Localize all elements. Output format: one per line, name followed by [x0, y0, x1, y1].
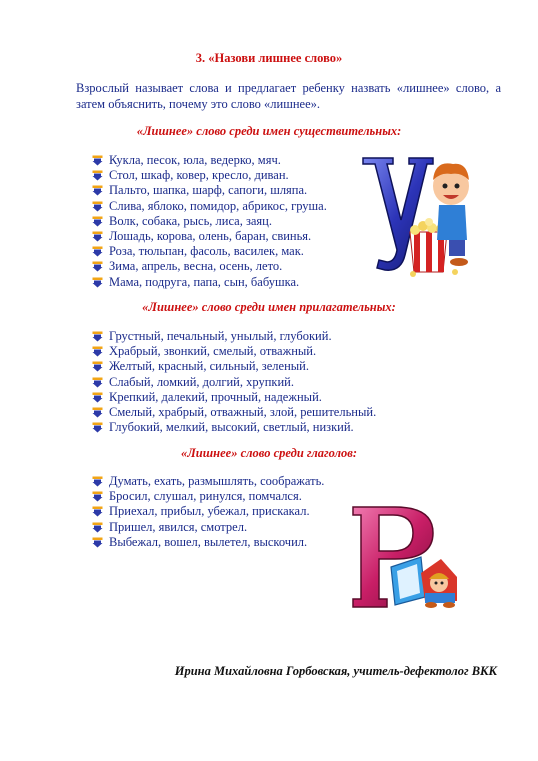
bullet-arrow-icon — [92, 170, 103, 181]
list-item-text: Крепкий, далекий, прочный, надежный. — [109, 389, 322, 404]
author-signature: Ирина Михайловна Горбовская, учитель-дефектолог ВКК — [174, 664, 497, 678]
list-item-text: Слабый, ломкий, долгий, хрупкий. — [109, 374, 294, 389]
bullet-arrow-icon — [92, 392, 103, 403]
list-item — [92, 359, 376, 374]
list-item-text: Грустный, печальный, унылый, глубокий. — [109, 329, 332, 343]
list-item-text: Бросил, слушал, ринулся, помчался. — [109, 489, 302, 504]
list-item-text: Думать, ехать, размышлять, соображать. — [109, 474, 325, 488]
bullet-arrow-icon — [92, 491, 103, 502]
svg-text:Р: Р — [345, 497, 346, 498]
list-nouns — [92, 153, 327, 290]
book-icon — [391, 557, 425, 605]
letter-r-illustration — [345, 497, 465, 615]
bullet-arrow-icon — [92, 537, 103, 548]
list-item — [92, 214, 327, 229]
bullet-arrow-icon — [92, 407, 103, 418]
list-item — [92, 375, 376, 390]
list-item — [92, 329, 376, 344]
list-item — [92, 405, 376, 420]
bullet-arrow-icon — [92, 277, 103, 288]
bullet-arrow-icon — [92, 246, 103, 257]
boy-icon — [421, 559, 457, 608]
list-item-text: Выбежал, вошел, вылетел, выскочил. — [109, 534, 308, 549]
section-heading-nouns: «Лишнее» слово среди имен существительных: — [136, 124, 402, 138]
bullet-arrow-icon — [92, 155, 103, 166]
list-item — [92, 183, 327, 198]
bullet-arrow-icon — [92, 361, 103, 372]
list-item-text: Приехал, прибыл, убежал, прискакал. — [109, 504, 310, 519]
bullet-arrow-icon — [92, 216, 103, 227]
bullet-arrow-icon — [92, 476, 103, 487]
list-item — [92, 229, 327, 244]
list-item-text: Мама, подруга, папа, сын, бабушка. — [109, 274, 300, 289]
list-item — [92, 504, 324, 519]
list-item-text: Лошадь, корова, олень, баран, свинья. — [109, 228, 312, 243]
svg-text:У: У — [355, 150, 356, 151]
list-item — [92, 259, 327, 274]
list-item — [92, 520, 324, 535]
list-item — [92, 153, 327, 168]
list-item-text: Храбрый, звонкий, смелый, отважный. — [109, 344, 317, 359]
list-item — [92, 420, 376, 435]
bullet-arrow-icon — [92, 231, 103, 242]
letter-u-illustration — [355, 150, 475, 280]
list-item-text: Пальто, шапка, шарф, сапоги, шляпа. — [109, 183, 308, 198]
list-item-text: Глубокий, мелкий, высокий, светлый, низкий. — [109, 420, 354, 435]
intro-paragraph: Взрослый называет слова и предлагает ребенку назвать «лишнее» слово, а затем объяснить, почему это слово «лишнее». — [76, 81, 501, 111]
list-item-text: Пришел, явился, смотрел. — [109, 519, 248, 534]
list-item-text: Роза, тюльпан, фасоль, василек, мак. — [109, 244, 304, 259]
list-item — [92, 535, 324, 550]
section-heading-verbs: «Лишнее» слово среди глаголов: — [180, 446, 357, 460]
list-item — [92, 168, 327, 183]
list-item-text: Желтый, красный, сильный, зеленый. — [109, 359, 309, 374]
list-item — [92, 244, 327, 259]
bullet-arrow-icon — [92, 422, 103, 433]
list-item-text: Стол, шкаф, ковер, кресло, диван. — [109, 168, 289, 183]
list-item-text: Зима, апрель, весна, осень, лето. — [109, 259, 283, 274]
list-item-text: Слива, яблоко, помидор, абрикос, груша. — [109, 198, 327, 213]
list-item — [92, 390, 376, 405]
bullet-arrow-icon — [92, 261, 103, 272]
list-item — [92, 275, 327, 290]
list-item — [92, 344, 376, 359]
bullet-arrow-icon — [92, 346, 103, 357]
bullet-arrow-icon — [92, 331, 103, 342]
section-heading-adjectives: «Лишнее» слово среди имен прилагательных: — [142, 300, 396, 314]
page-title: 3. «Назови лишнее слово» — [195, 51, 343, 65]
list-verbs — [92, 474, 324, 550]
bullet-arrow-icon — [92, 377, 103, 388]
list-item-text: Смелый, храбрый, отважный, злой, решительный. — [109, 404, 377, 419]
list-item — [92, 199, 327, 214]
list-item — [92, 489, 324, 504]
list-adjectives — [92, 329, 376, 435]
list-item — [92, 474, 324, 489]
bullet-arrow-icon — [92, 506, 103, 517]
list-item-text: Кукла, песок, юла, ведерко, мяч. — [109, 153, 281, 167]
bullet-arrow-icon — [92, 185, 103, 196]
list-item-text: Волк, собака, рысь, лиса, заяц. — [109, 213, 272, 228]
bullet-arrow-icon — [92, 522, 103, 533]
bullet-arrow-icon — [92, 201, 103, 212]
